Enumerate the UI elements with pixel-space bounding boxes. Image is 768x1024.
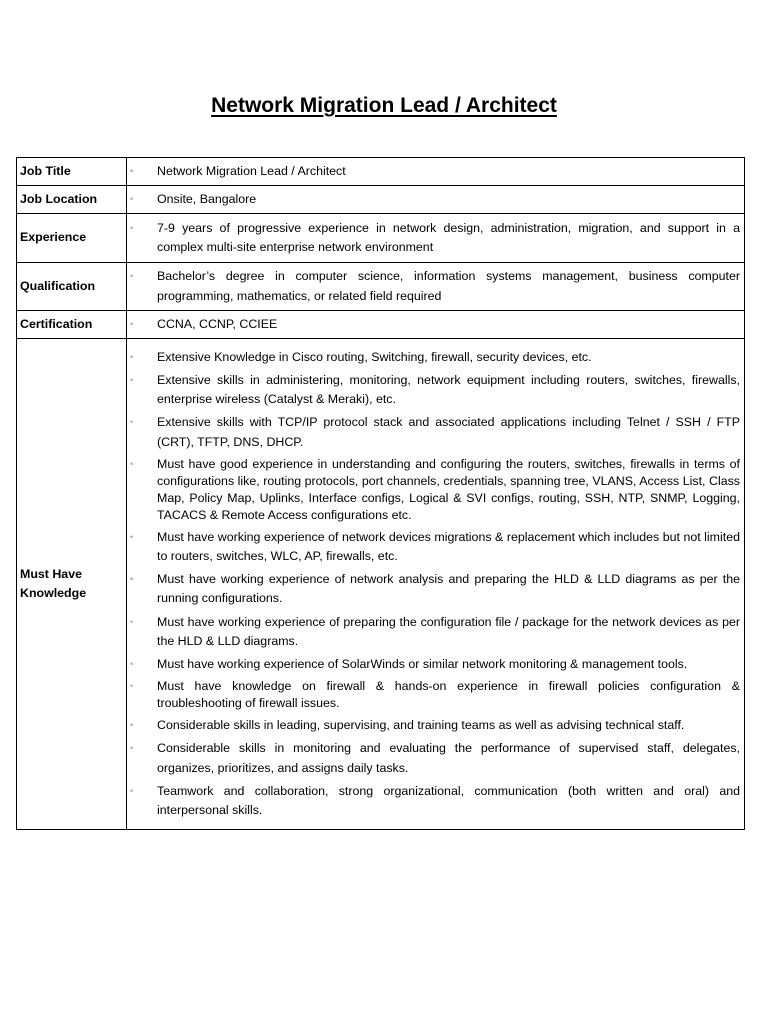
list-item: • Considerable skills in leading, supervising, and training teams as well as advising technical staff. xyxy=(127,716,740,735)
list-item: • Teamwork and collaboration, strong organizational, communication (both written and oral) and interpersonal skills. xyxy=(127,782,740,820)
row-label-job-title: Job Title xyxy=(17,158,127,186)
list-item: • Bachelor’s degree in computer science, information systems management, business computer programming, mathematics, or related field required xyxy=(127,267,740,305)
list-item: • Must have working experience of preparing the configuration file / package for the network devices as per the HLD & LLD diagrams. xyxy=(127,613,740,651)
job-details-table xyxy=(16,157,745,830)
list-item: • Considerable skills in monitoring and evaluating the performance of supervised staff, delegates, organizes, prioritizes, and assigns daily tasks. xyxy=(127,739,740,777)
row-label-qualification: Qualification xyxy=(17,263,127,311)
row-content-qualification xyxy=(127,263,745,311)
list-item: • Must have knowledge on firewall & hands-on experience in firewall policies configuration & troubleshooting of firewall issues. xyxy=(127,678,740,712)
row-content-job-location xyxy=(127,186,745,214)
list-item: • CCNA, CCNP, CCIEE xyxy=(127,315,740,334)
list-item: • Must have working experience of network devices migrations & replacement which includes but not limited to routers, switches, WLC, AP, firewalls, etc. xyxy=(127,528,740,566)
list-item: • Onsite, Bangalore xyxy=(127,190,740,209)
row-label-certification: Certification xyxy=(17,311,127,339)
table-row xyxy=(17,339,745,830)
table-row xyxy=(17,311,745,339)
table-row xyxy=(17,186,745,214)
list-item: • 7-9 years of progressive experience in network design, administration, migration, and support in a complex multi-site enterprise network environment xyxy=(127,219,740,257)
row-content-must-have-knowledge xyxy=(127,339,745,830)
list-item: • Extensive Knowledge in Cisco routing, Switching, firewall, security devices, etc. xyxy=(127,348,740,367)
table-row xyxy=(17,158,745,186)
list-item: • Extensive skills with TCP/IP protocol stack and associated applications including Telnet / SSH / FTP (CRT), TFTP, DNS, DHCP. xyxy=(127,413,740,451)
list-item: • Network Migration Lead / Architect xyxy=(127,162,740,181)
list-item: • Extensive skills in administering, monitoring, network equipment including routers, switches, firewalls, enterprise wireless (Catalyst & Meraki), etc. xyxy=(127,371,740,409)
list-item: • Must have good experience in understanding and configuring the routers, switches, firewalls in terms of configurations like, routing protocols, port channels, credentials, spanning tree, VLANS, Access List, Class Map, Policy Map, Uplinks, Interface configs, Logical & SVI configs, routing, SSH, NTP, SNMP, Logging, TACACS & Remote Access configurations etc. xyxy=(127,456,740,524)
table-row xyxy=(17,263,745,311)
row-content-certification xyxy=(127,311,745,339)
row-content-experience xyxy=(127,214,745,263)
page-title: Network Migration Lead / Architect xyxy=(211,94,557,117)
row-content-job-title xyxy=(127,158,745,186)
row-label-experience: Experience xyxy=(17,214,127,263)
row-label-job-location: Job Location xyxy=(17,186,127,214)
row-label-must-have-knowledge: Must Have Knowledge xyxy=(17,339,127,830)
table-row xyxy=(17,214,745,263)
list-item: • Must have working experience of network analysis and preparing the HLD & LLD diagrams as per the running configurations. xyxy=(127,570,740,608)
list-item: • Must have working experience of SolarWinds or similar network monitoring & management tools. xyxy=(127,655,740,674)
